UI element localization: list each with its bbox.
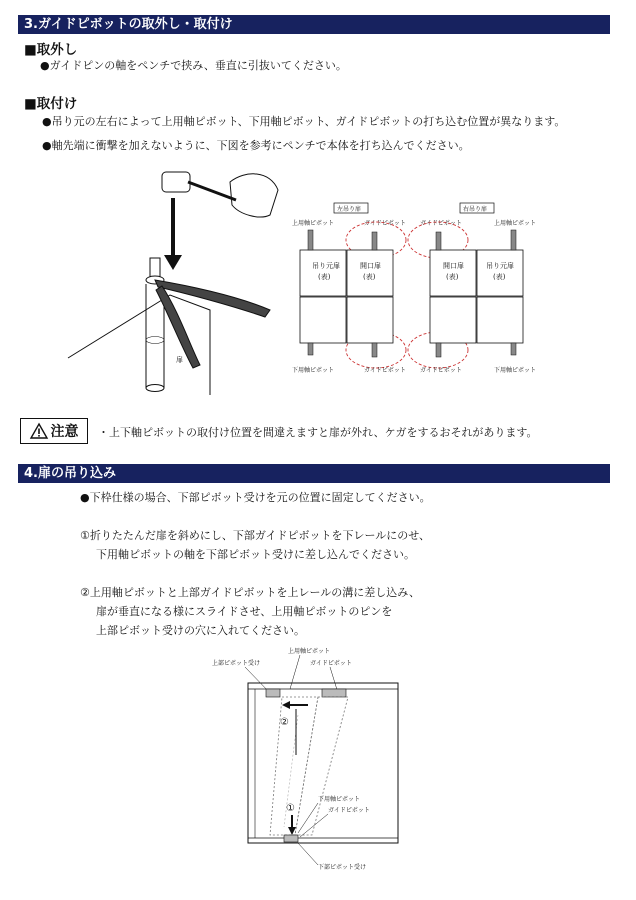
section-4-line-4: ②上用軸ピボットと上部ガイドピボットを上レールの溝に差し込み、 [80, 586, 420, 599]
section-4-line-6: 上部ピボット受けの穴に入れてください。 [96, 624, 305, 637]
panel-2-line-1: 開口扉 [360, 262, 381, 270]
door-label: 扉 [176, 356, 183, 364]
panel-4-line-2: (表) [493, 273, 506, 281]
top-label-3: ガイドピボット [420, 220, 462, 227]
caution-text: ・上下軸ピボットの取付け位置を間違えますと扉が外れ、ケガをするおそれがあります。 [98, 426, 538, 439]
removal-heading: ■取外し [24, 42, 78, 58]
section-4-line-2: ①折りたたんだ扉を斜めにし、下部ガイドピボットを下レールにのせ、 [80, 529, 430, 542]
removal-bullet: ●ガイドピンの軸をペンチで挟み、垂直に引抜いてください。 [40, 59, 347, 72]
top-label-1: 上用軸ピボット [292, 220, 335, 227]
label-top-pivot-receiver: 上部ピボット受け [212, 660, 261, 667]
pivot-position-figure [290, 200, 540, 378]
step-1-marker: ① [286, 803, 295, 814]
bottom-label-4: 下用軸ピボット [494, 367, 537, 374]
section-4-line-5: 扉が垂直になる様にスライドさせ、上用軸ピボットのピンを [96, 605, 393, 618]
warning-triangle-icon [30, 423, 48, 439]
caution-label: 注意 [50, 424, 79, 440]
top-label-2: ガイドピボット [364, 220, 406, 227]
section-4-title: 4.扉の吊り込み [24, 466, 116, 481]
label-bottom-guide-pivot: ガイドピボット [328, 807, 370, 814]
section-3-title: 3.ガイドピボットの取外し・取付け [24, 17, 233, 32]
step-2-marker: ② [280, 717, 289, 728]
section-3-header [18, 15, 610, 34]
section-4-line-1: ●下枠仕様の場合、下部ピボット受けを元の位置に固定してください。 [80, 491, 431, 504]
install-bullet-2: ●軸先端に衝撃を加えないように、下図を参考にペンチで本体を打ち込んでください。 [42, 139, 470, 152]
section-4-line-3: 下用軸ピボットの軸を下部ピボット受けに差し込んでください。 [96, 548, 415, 561]
panel-4-line-1: 吊り元扉 [486, 262, 514, 270]
panel-3-line-1: 開口扉 [443, 262, 464, 270]
top-label-4: 上用軸ピボット [494, 220, 537, 227]
label-bottom-axis-pivot: 下用軸ピボット [318, 796, 361, 803]
panel-3-line-2: (表) [446, 273, 459, 281]
door-hanging-figure [200, 645, 410, 880]
label-top-axis-pivot: 上用軸ピボット [288, 648, 331, 655]
bottom-label-2: ガイドピボット [364, 367, 406, 374]
section-4-header [18, 464, 610, 483]
caution-badge [20, 418, 88, 444]
hammer-install-figure [60, 160, 280, 395]
right-hinge-tag: 右吊り扉 [463, 206, 488, 213]
label-bottom-pivot-receiver: 下部ピボット受け [318, 864, 367, 871]
install-heading: ■取付け [24, 96, 78, 112]
install-bullet-1: ●吊り元の左右によって上用軸ピボット、下用軸ピボット、ガイドピボットの打ち込む位置が異なります。 [42, 115, 566, 128]
label-top-guide-pivot: ガイドピボット [310, 660, 352, 667]
panel-1-line-2: (表) [318, 273, 331, 281]
panel-2-line-2: (表) [363, 273, 376, 281]
left-hinge-tag: 左吊り扉 [337, 206, 362, 213]
panel-1-line-1: 吊り元扉 [312, 262, 340, 270]
bottom-label-3: ガイドピボット [420, 367, 462, 374]
bottom-label-1: 下用軸ピボット [292, 367, 335, 374]
